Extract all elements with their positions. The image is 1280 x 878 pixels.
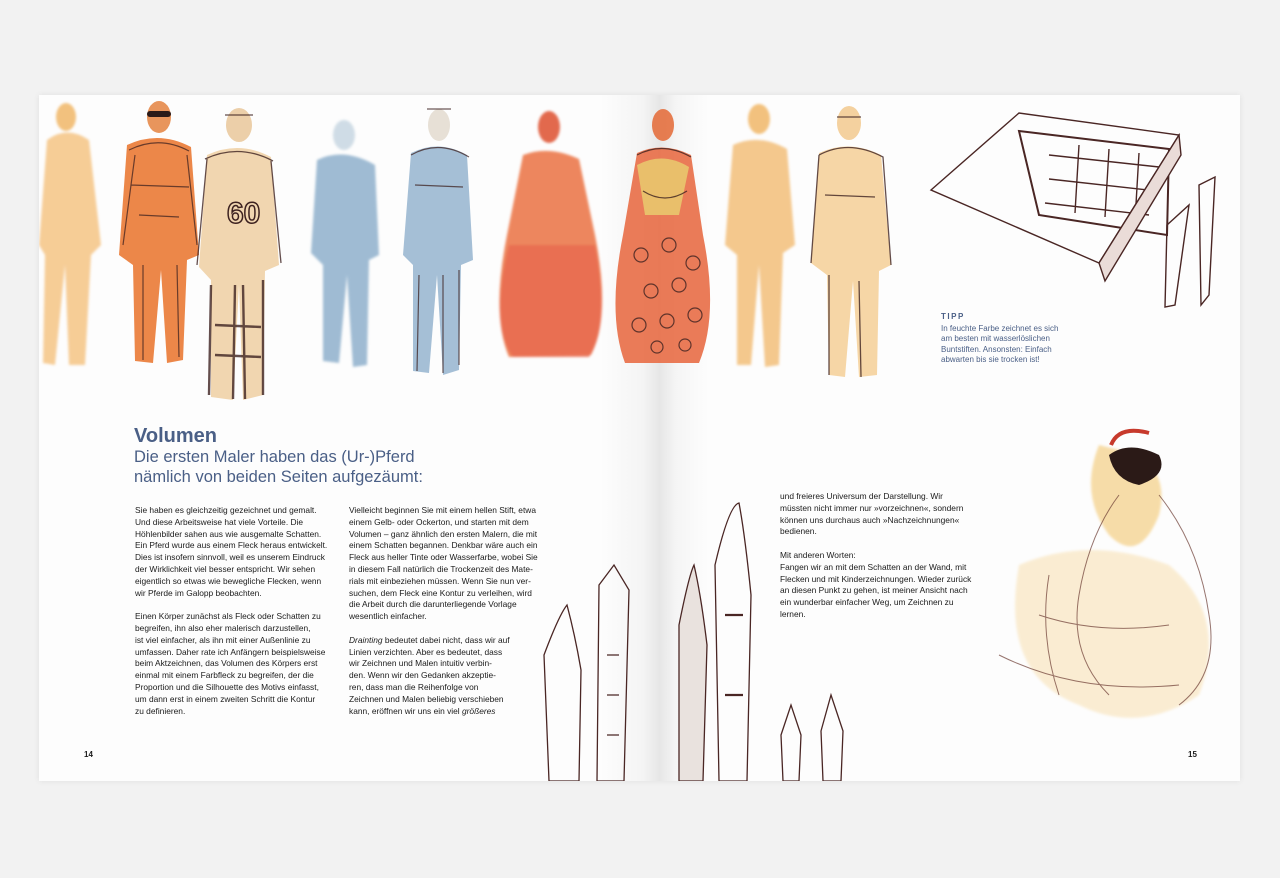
chapter-subtitle-line2: nämlich von beiden Seiten aufgezäumt:: [134, 468, 423, 486]
paragraph: Mit anderen Worten: Fangen wir an mit dem Schatten an der Wand, mit Flecken und mit Kinderzeichnungen. Wieder zurück an diesen Punkt zu gehen, ist meiner Ansicht nach ein wunderbar einfacher Weg, um Zeichnen zu lernen.: [780, 549, 972, 619]
paragraph: Einen Körper zunächst als Fleck oder Schatten zu begreifen, ihn also eher malerisch darzustellen, ist viel einfacher, als ihn mit einer Außenlinie zu umfassen. Daher rate ich Anfängern beispielsweise beim Aktzeichnen, das Volumen des Körpers erst einmal mit einem Farbfleck zu begreifen, der die Proportion und die Silhouette des Motivs einfasst, um dann erst in einem zweiten Schritt die Kontur zu definieren.: [135, 611, 326, 716]
figure-blue-ink: [403, 109, 473, 375]
chapter-title: Volumen: [134, 425, 217, 447]
paragraph: Vielleicht beginnen Sie mit einem hellen Stift, etwa einem Gelb- oder Ockerton, und starten mit dem Volumen – ganz ähnlich den ersten Malern, die mit einem Schatten begannen. Denkbar wäre auch ein Fleck aus heller Tinte oder Wasserfarbe, wobei Sie in diesem Fall natürlich die Trockenzeit des Mate- rials mit einbeziehen müssen. Wenn Sie nun ver- suchen, dem Fleck eine Kontur zu verleihen, wird die Arbeit durch die darunterliegende Vorlage wesentlich einfacher.: [349, 505, 538, 622]
chapter-heading: [134, 425, 423, 487]
figure-patterned-dress: [615, 109, 710, 363]
text-column-1: [135, 505, 340, 729]
tip-line: Buntstiften. Ansonsten: Einfach: [941, 344, 1052, 354]
tip-label: TIPP: [941, 312, 965, 321]
shirt-number: 60: [227, 197, 261, 230]
figure-orange-jacket: [119, 101, 199, 363]
text-column-3: [780, 491, 990, 633]
tip-line: am besten mit wasserlöslichen: [941, 334, 1050, 343]
chapter-subtitle-line1: Die ersten Maler haben das (Ur-)Pferd: [134, 448, 415, 466]
paintbox-sketch: [931, 113, 1215, 307]
paragraph: Sie haben es gleichzeitig gezeichnet und gemalt. Und diese Arbeitsweise hat viele Vorteile. Die Höhlenbilder sahen aus wie ausgemalte Schatten. Ein Pferd wurde aus einem Fleck heraus entwickelt. Dies ist insofern sinnvoll, weil es unserem Eindruck der Wirklichkeit viel besser entspricht. Wir sehen eigentlich so etwas wie bewegliche Flecken, wenn wir Pferde im Galopp beobachten.: [135, 505, 328, 598]
tip-line: In feuchte Farbe zeichnet es sich: [941, 323, 1059, 333]
figure-red-dress: [499, 111, 602, 357]
book-spread: [39, 95, 1240, 781]
figure-ochre-silhouette-2: [725, 104, 795, 367]
figure-jacket-sixty: [197, 108, 281, 400]
seated-figure-sketch: [999, 431, 1211, 718]
paragraph: Drainting bedeutet dabei nicht, dass wir auf Linien verzichten. Aber es bedeutet, dass wir Zeichnen und Malen intuitiv verbin- den. Wenn wir den Gedanken akzeptie- ren, dass man die Reihenfolge von Zeichnen und Malen beliebig verschieben kann, eröffnen wir uns ein viel größeres: [349, 634, 510, 716]
figure-sunglasses-man: [811, 106, 891, 377]
tip-line: abwarten bis sie trocken ist!: [941, 355, 1040, 364]
tip-box: [941, 312, 1101, 366]
page-number-left: 14: [84, 750, 93, 759]
paragraph: und freieres Universum der Darstellung. Wir müssten nicht immer nur »vorzeichnen«, sondern können uns durchaus auch »Nachzeichnungen« bedienen.: [780, 491, 964, 537]
page-number-right: 15: [1188, 750, 1197, 759]
text-column-2: [349, 505, 554, 717]
figure-blue-silhouette: [311, 120, 379, 367]
figure-ochre-silhouette-1: [39, 103, 101, 365]
